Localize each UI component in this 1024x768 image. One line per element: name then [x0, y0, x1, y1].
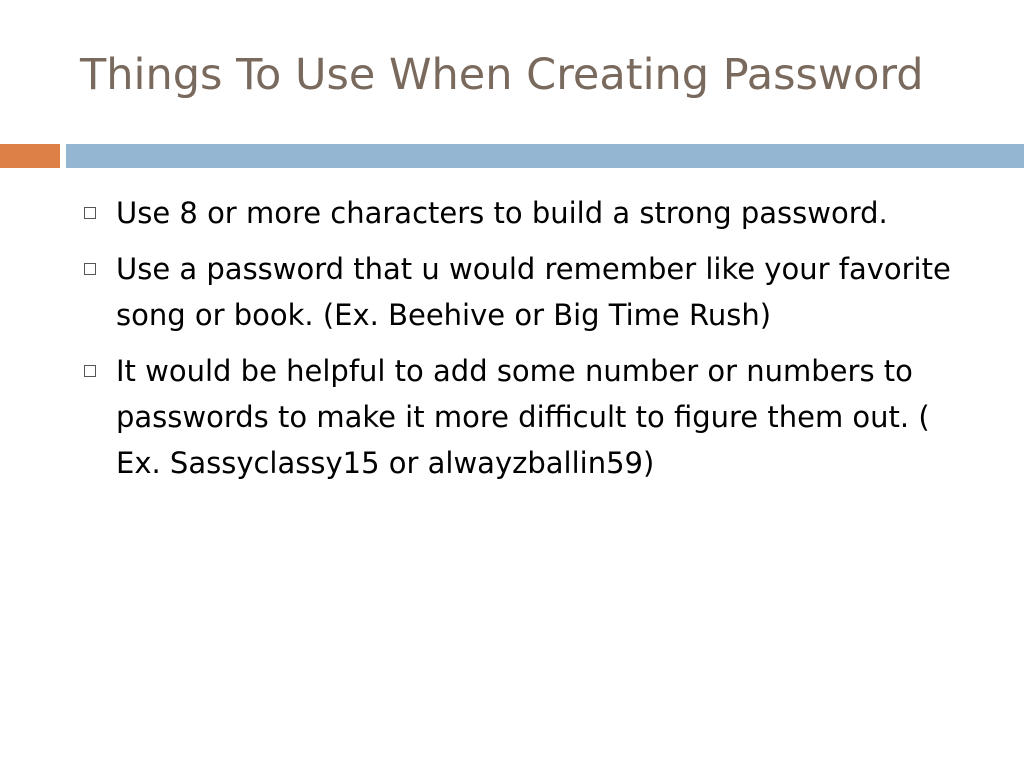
title-accent-bar: [0, 144, 60, 168]
bullet-list: [84, 190, 984, 496]
bullet-item: [84, 190, 984, 236]
bullet-text: It would be helpful to add some number or numbers to passwords to make it more difficult to figure them out. ( Ex. Sassyclassy15 or alwayzballin59): [116, 354, 930, 480]
bullet-text: Use a password that u would remember like your favorite song or book. (Ex. Beehive or Big Time Rush): [116, 252, 951, 332]
slide-title: Things To Use When Creating Password: [80, 50, 924, 100]
bullet-item: [84, 246, 984, 338]
hollow-square-bullet-icon: [84, 263, 96, 275]
hollow-square-bullet-icon: [84, 207, 96, 219]
title-divider-bar: [66, 144, 1024, 168]
bullet-text: Use 8 or more characters to build a strong password.: [116, 196, 888, 230]
bullet-item: [84, 348, 984, 486]
hollow-square-bullet-icon: [84, 365, 96, 377]
